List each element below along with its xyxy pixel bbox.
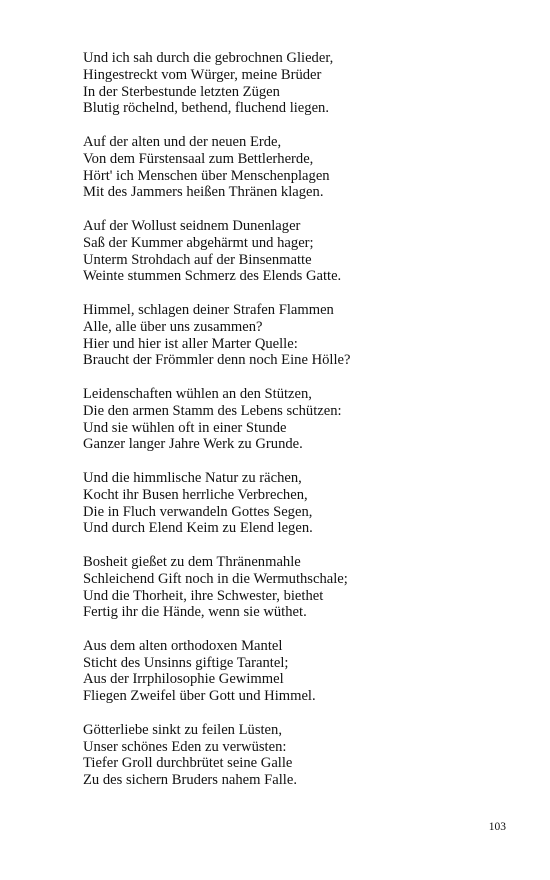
verse-line: Tiefer Groll durchbrütet seine Galle	[83, 755, 293, 772]
verse-line: Braucht der Frömmler denn noch Eine Hölle?	[83, 352, 351, 369]
verse-line: Leidenschaften wühlen an den Stützen,	[83, 385, 312, 402]
verse-line: In der Sterbestunde letzten Zügen	[83, 83, 280, 100]
verse-line: Kocht ihr Busen herrliche Verbrechen,	[83, 486, 308, 503]
verse-line: Und die Thorheit, ihre Schwester, biethet	[83, 587, 324, 604]
verse-line: Die in Fluch verwandeln Gottes Segen,	[83, 503, 313, 520]
verse-line: Blutig röchelnd, bethend, fluchend liegen.	[83, 100, 329, 117]
verse-line: Auf der Wollust seidnem Dunenlager	[83, 217, 301, 234]
verse-line: Fertig ihr die Hände, wenn sie wüthet.	[83, 604, 307, 621]
page-number: 103	[488, 821, 506, 833]
verse-line: Ganzer langer Jahre Werk zu Grunde.	[83, 436, 303, 453]
verse-line: Und durch Elend Keim zu Elend legen.	[83, 520, 313, 537]
verse-line: Zu des sichern Bruders nahem Falle.	[83, 772, 297, 789]
verse-line: Bosheit gießet zu dem Thränenmahle	[83, 553, 301, 570]
stanza-2	[83, 134, 523, 201]
stanza-7	[83, 554, 523, 621]
stanza-8	[83, 638, 523, 705]
verse-line: Unterm Strohdach auf der Binsenmatte	[83, 251, 312, 268]
verse-line: Und ich sah durch die gebrochnen Glieder,	[83, 50, 334, 66]
verse-line: Hingestreckt vom Würger, meine Brüder	[83, 66, 322, 83]
verse-line: Alle, alle über uns zusammen?	[83, 318, 263, 335]
verse-line: Die den armen Stamm des Lebens schützen:	[83, 402, 342, 419]
verse-line: Himmel, schlagen deiner Strafen Flammen	[83, 301, 334, 318]
verse-line: Hört' ich Menschen über Menschenplagen	[83, 167, 330, 184]
verse-line: Aus der Irrphilosophie Gewimmel	[83, 671, 284, 688]
verse-line: Mit des Jammers heißen Thränen klagen.	[83, 184, 324, 201]
verse-line: Fliegen Zweifel über Gott und Himmel.	[83, 688, 316, 705]
stanza-6	[83, 470, 523, 537]
verse-line: Von dem Fürstensaal zum Bettlerherde,	[83, 150, 314, 167]
verse-line: Weinte stummen Schmerz des Elends Gatte.	[83, 268, 342, 285]
verse-line: Schleichend Gift noch in die Wermuthschale;	[83, 570, 348, 587]
verse-line: Und sie wühlen oft in einer Stunde	[83, 419, 287, 436]
verse-line: Hier und hier ist aller Marter Quelle:	[83, 335, 298, 352]
stanza-3	[83, 218, 523, 285]
verse-line: Und die himmlische Natur zu rächen,	[83, 469, 302, 486]
verse-line: Aus dem alten orthodoxen Mantel	[83, 637, 283, 654]
verse-line: Unser schönes Eden zu verwüsten:	[83, 738, 287, 755]
poem-body	[83, 50, 523, 806]
verse-line: Auf der alten und der neuen Erde,	[83, 133, 282, 150]
stanza-1	[83, 50, 523, 117]
verse-line: Saß der Kummer abgehärmt und hager;	[83, 234, 314, 251]
verse-line: Sticht des Unsinns giftige Tarantel;	[83, 654, 289, 671]
stanza-9	[83, 722, 523, 789]
verse-line: Götterliebe sinkt zu feilen Lüsten,	[83, 721, 282, 738]
stanza-5	[83, 386, 523, 453]
stanza-4	[83, 302, 523, 369]
